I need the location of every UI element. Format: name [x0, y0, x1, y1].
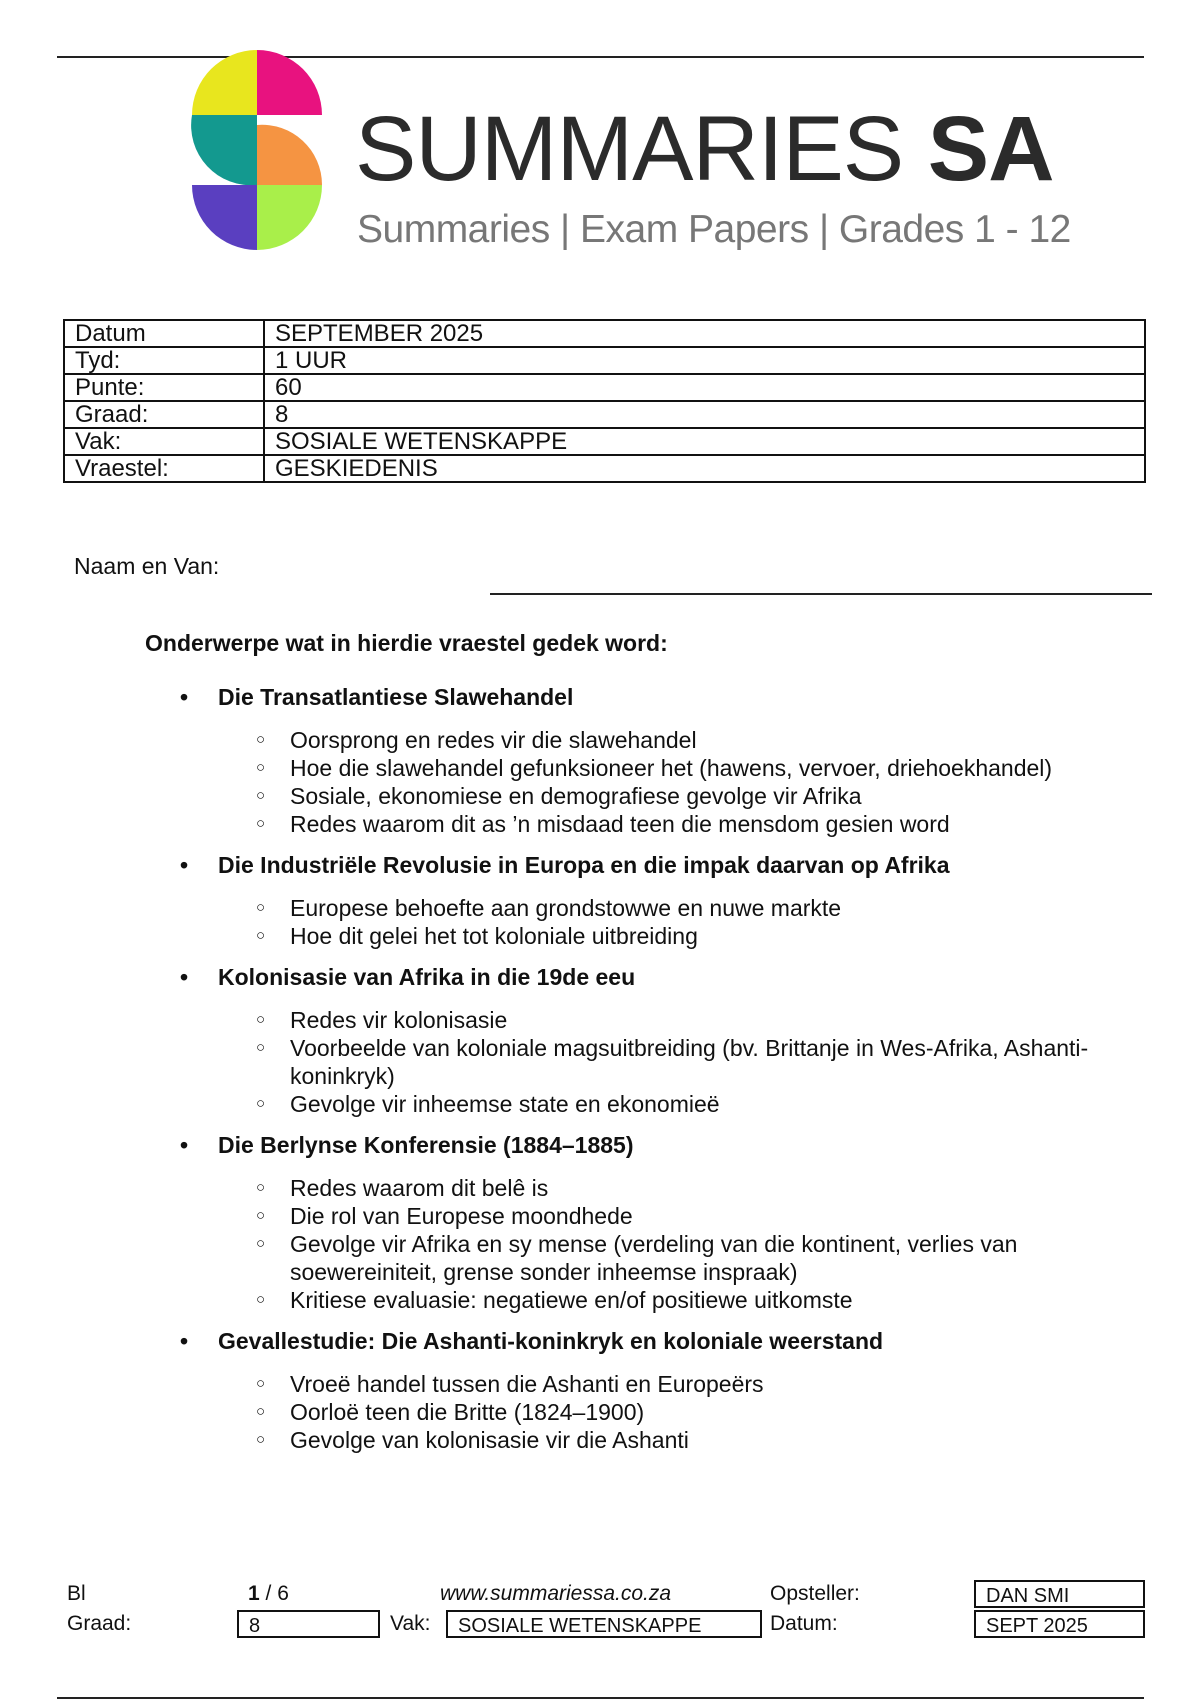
info-label-subject: Vak: — [64, 428, 264, 455]
subtopic-list — [176, 726, 1106, 838]
name-field-label: Naam en Van: — [74, 553, 220, 579]
subject-label: Vak: — [390, 1612, 431, 1635]
page-label: Bl — [67, 1582, 86, 1605]
table-row — [64, 401, 1145, 428]
subtopic-list — [176, 1006, 1106, 1118]
circle-bullet-icon: ○ — [256, 787, 266, 804]
exam-info-table — [63, 319, 1146, 483]
table-row — [64, 320, 1145, 347]
circle-bullet-icon: ○ — [256, 1403, 266, 1420]
bullet-icon: • — [180, 852, 189, 878]
page-number: 1 / 6 — [248, 1582, 289, 1605]
date-value: SEPT 2025 — [974, 1610, 1145, 1638]
topic — [176, 682, 1106, 838]
circle-bullet-icon: ○ — [256, 815, 266, 832]
list-item: ○ Oorsprong en redes vir die slawehandel — [256, 727, 697, 753]
list-item: ○ Oorloë teen die Britte (1824–1900) — [256, 1399, 645, 1425]
list-item: ○ Vroeë handel tussen die Ashanti en Europeërs — [256, 1371, 764, 1397]
table-row — [64, 347, 1145, 374]
subject-value: SOSIALE WETENSKAPPE — [446, 1610, 762, 1638]
topic-title: Die Transatlantiese Slawehandel — [218, 684, 574, 710]
list-item: ○ Europese behoefte aan grondstowwe en nuwe markte — [256, 895, 842, 921]
brand-logo — [185, 45, 1071, 265]
circle-bullet-icon: ○ — [256, 1207, 266, 1224]
list-item: ○ Redes waarom dit belê is — [256, 1175, 549, 1201]
author-label: Opsteller: — [770, 1582, 860, 1605]
info-value-subject: SOSIALE WETENSKAPPE — [264, 428, 1145, 455]
list-item: ○ Hoe die slawehandel gefunksioneer het (hawens, vervoer, driehoekhandel) — [256, 755, 1053, 781]
circle-bullet-icon: ○ — [256, 1431, 266, 1448]
bullet-icon: • — [180, 964, 189, 990]
list-item: ○ Die rol van Europese moondhede — [256, 1203, 633, 1229]
page-footer — [0, 1580, 1200, 1640]
info-label-paper: Vraestel: — [64, 455, 264, 482]
brand-tagline: Summaries | Exam Papers | Grades 1 - 12 — [357, 208, 1071, 251]
table-row — [64, 374, 1145, 401]
info-value-marks: 60 — [264, 374, 1145, 401]
info-value-date: SEPTEMBER 2025 — [264, 320, 1145, 347]
circle-bullet-icon: ○ — [256, 927, 266, 944]
topics-list — [176, 682, 1106, 1466]
circle-bullet-icon: ○ — [256, 1039, 266, 1056]
circle-bullet-icon: ○ — [256, 1291, 266, 1308]
circle-bullet-icon: ○ — [256, 731, 266, 748]
circle-bullet-icon: ○ — [256, 759, 266, 776]
subtopic-list — [176, 1174, 1106, 1314]
list-item: ○ Sosiale, ekonomiese en demografiese gevolge vir Afrika — [256, 783, 862, 809]
summaries-sa-logo-icon — [185, 45, 335, 265]
website-link[interactable]: www.summariessa.co.za — [440, 1582, 672, 1605]
topic — [176, 850, 1106, 950]
topic-title: Gevallestudie: Die Ashanti-koninkryk en koloniale weerstand — [218, 1328, 884, 1354]
brand-name: SUMMARIES SA — [355, 98, 1054, 200]
bottom-rule — [57, 1697, 1144, 1699]
info-label-grade: Graad: — [64, 401, 264, 428]
info-value-paper: GESKIEDENIS — [264, 455, 1145, 482]
info-value-time: 1 UUR — [264, 347, 1145, 374]
grade-value: 8 — [237, 1610, 380, 1638]
info-label-date: Datum — [64, 320, 264, 347]
circle-bullet-icon: ○ — [256, 1095, 266, 1112]
topic — [176, 1326, 1106, 1454]
list-item: ○ Hoe dit gelei het tot koloniale uitbreiding — [256, 923, 698, 949]
circle-bullet-icon: ○ — [256, 1235, 266, 1252]
list-item: ○ Gevolge vir inheemse state en ekonomieë — [256, 1091, 720, 1117]
list-item: ○ Redes waarom dit as ’n misdaad teen die mensdom gesien word — [256, 811, 950, 837]
bullet-icon: • — [180, 1132, 189, 1158]
table-row — [64, 455, 1145, 482]
subtopic-list — [176, 1370, 1106, 1454]
topic-title: Kolonisasie van Afrika in die 19de eeu — [218, 964, 636, 990]
circle-bullet-icon: ○ — [256, 1179, 266, 1196]
info-value-grade: 8 — [264, 401, 1145, 428]
list-item: ○ Gevolge vir Afrika en sy mense (verdeling van die kontinent, verlies van soewereiniteit, grense sonder inheemse inspraak) — [256, 1231, 1018, 1285]
topic — [176, 1130, 1106, 1314]
name-field-line[interactable] — [490, 593, 1152, 595]
list-item: ○ Gevolge van kolonisasie vir die Ashanti — [256, 1427, 689, 1453]
list-item: ○ Kritiese evaluasie: negatiewe en/of positiewe uitkomste — [256, 1287, 853, 1313]
circle-bullet-icon: ○ — [256, 1375, 266, 1392]
table-row — [64, 428, 1145, 455]
author-value: DAN SMI — [974, 1580, 1145, 1608]
grade-label: Graad: — [67, 1612, 132, 1635]
circle-bullet-icon: ○ — [256, 899, 266, 916]
topic-title: Die Berlynse Konferensie (1884–1885) — [218, 1132, 634, 1158]
topic — [176, 962, 1106, 1118]
info-label-marks: Punte: — [64, 374, 264, 401]
topic-title: Die Industriële Revolusie in Europa en die impak daarvan op Afrika — [218, 852, 950, 878]
list-item: ○ Redes vir kolonisasie — [256, 1007, 508, 1033]
bullet-icon: • — [180, 684, 189, 710]
subtopic-list — [176, 894, 1106, 950]
topics-heading: Onderwerpe wat in hierdie vraestel gedek word: — [145, 630, 668, 656]
date-label: Datum: — [770, 1612, 838, 1635]
info-label-time: Tyd: — [64, 347, 264, 374]
bullet-icon: • — [180, 1328, 189, 1354]
circle-bullet-icon: ○ — [256, 1011, 266, 1028]
list-item: ○ Voorbeelde van koloniale magsuitbreiding (bv. Brittanje in Wes-Afrika, Ashanti-koninkryk) — [256, 1035, 1089, 1089]
